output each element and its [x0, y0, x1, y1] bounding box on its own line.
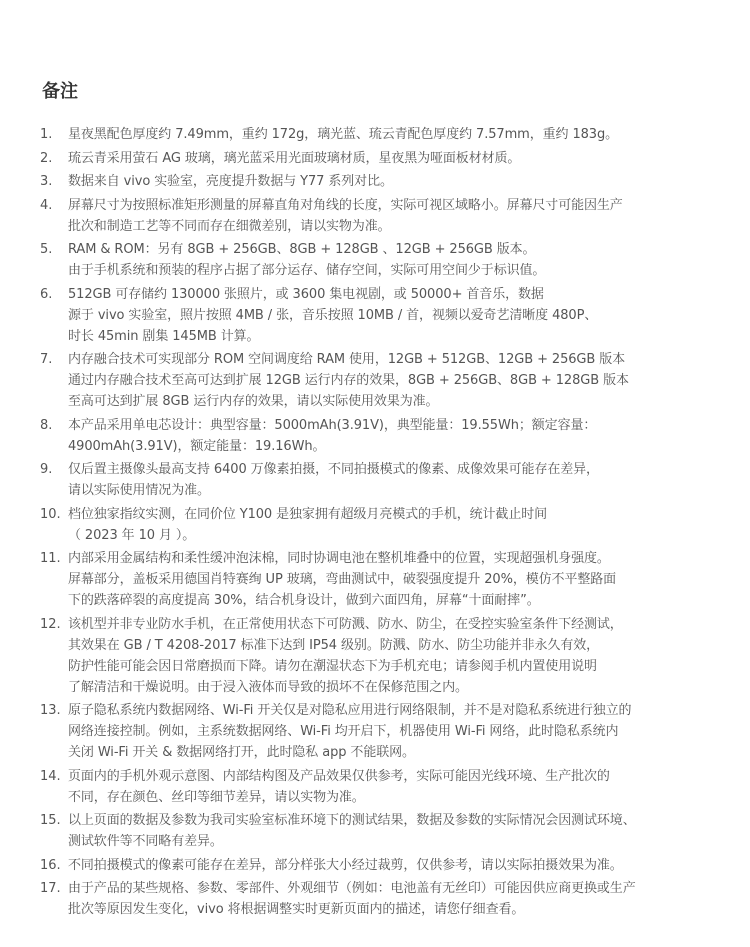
note-number: 9. [40, 462, 53, 477]
note-item [40, 548, 730, 611]
note-text-line: 批次和制造工艺等不同而存在细微差别，请以实物为准。 [68, 218, 391, 234]
note-text-line: 屏幕尺寸为按照标准矩形测量的屏幕直角对角线的长度，实际可视区域略小。屏幕尺寸可能因生产 [68, 197, 623, 213]
note-number: 10. [40, 506, 61, 522]
note-text-line: 防护性能可能会因日常磨损而下降。请勿在潮湿状态下为手机充电；请参阅手机内置使用说明 [68, 658, 597, 674]
note-number: 13. [40, 703, 61, 718]
note-text-line: 512GB 可存储约 130000 张照片，或 3600 集电视剧，或 50000+ 首音乐，数据 [68, 286, 544, 302]
note-text-line: （ 2023 年 10 月 ）。 [68, 527, 196, 543]
page-title: 备注 [42, 81, 78, 102]
note-text-line: 批次等原因发生变化，vivo 将根据调整实时更新页面内的描述，请您仔细查看。 [68, 902, 525, 917]
note-item [40, 124, 730, 145]
note-item [40, 284, 730, 347]
note-text-line: 内存融合技术可实现部分 ROM 空间调度给 RAM 使用，12GB + 512GB、12GB + 256GB 版本 [68, 352, 626, 367]
note-text-line: 屏幕部分，盖板采用德国肖特赛绚 UP 玻璃，弯曲测试中，破裂强度提升 20%，模仿不平整路面 [68, 572, 617, 587]
note-text-line: 测试软件等不同略有差异。 [68, 834, 223, 849]
note-text-line: 由于手机系统和预装的程序占据了部分运存、储存空间，实际可用空间少于标识值。 [68, 263, 546, 278]
note-item [40, 415, 730, 457]
note-number: 16. [40, 857, 61, 873]
note-item [40, 766, 730, 808]
note-number: 15. [40, 813, 61, 828]
note-text-line: 请以实际使用情况为准。 [68, 483, 210, 498]
note-text-line: 至高可达到扩展 8GB 运行内存的效果，请以实际使用效果为准。 [68, 394, 439, 409]
note-number: 6. [40, 286, 53, 302]
note-item [40, 878, 730, 920]
note-text-line: 通过内存融合技术至高可达到扩展 12GB 运行内存的效果，8GB + 256GB、8GB + 128GB 版本 [68, 373, 629, 388]
note-number: 2. [40, 150, 53, 166]
note-number: 17. [40, 881, 61, 896]
note-number: 11. [40, 551, 61, 566]
note-text-line: 仅后置主摄像头最高支持 6400 万像素拍摄，不同拍摄模式的像素、成像效果可能存在差异， [68, 462, 599, 477]
note-text-line: 数据来自 vivo 实验室，亮度提升数据与 Y77 系列对比。 [68, 174, 393, 189]
note-text-line: 原子隐私系统内数据网络、Wi-Fi 开关仅是对隐私应用进行网络限制，并不是对隐私系统进行独立的 [68, 703, 632, 718]
note-item [40, 700, 730, 763]
note-text-line: 4900mAh(3.91V)，额定能量：19.16Wh。 [68, 438, 326, 454]
note-item [40, 239, 730, 281]
note-text-line: 星夜黑配色厚度约 7.49mm，重约 172g，璃光蓝、琉云青配色厚度约 7.57mm，重约 183g。 [68, 127, 619, 142]
note-item [40, 504, 730, 546]
note-text-line: 琉云青采用萤石 AG 玻璃，璃光蓝采用光面玻璃材质，星夜黑为哑面板材材质。 [68, 150, 521, 166]
note-text-line: 了解清洁和干燥说明。由于浸入液体而导致的损坏不在保修范围之内。 [68, 679, 468, 695]
note-text-line: 下的跌落碎裂的高度提高 30%，结合机身设计，做到六面四角，屏幕“十面耐摔”。 [68, 593, 540, 608]
note-number: 14. [40, 768, 61, 784]
note-number: 8. [40, 417, 53, 433]
note-number: 1. [40, 127, 53, 142]
note-text-line: 不同拍摄模式的像素可能存在差异，部分样张大小经过裁剪，仅供参考，请以实际拍摄效果为准。 [68, 857, 623, 873]
note-number: 4. [40, 197, 53, 213]
note-number: 12. [40, 616, 61, 632]
note-item [40, 171, 730, 192]
note-text-line: 以上页面的数据及参数为我司实验室标准环境下的测试结果，数据及参数的实际情况会因测试环境、 [68, 813, 636, 828]
note-text-line: 该机型并非专业防水手机，在正常使用状态下可防溅、防水、防尘，在受控实验室条件下经测试， [68, 616, 623, 632]
note-item [40, 148, 730, 169]
note-text-line: 本产品采用单电芯设计：典型容量：5000mAh(3.91V)，典型能量：19.55Wh；额定容量： [68, 417, 597, 433]
note-text-line: 档位独家指纹实测，在同价位 Y100 是独家拥有超级月亮模式的手机，统计截止时间 [68, 506, 548, 522]
note-text-line: 页面内的手机外观示意图、内部结构图及产品效果仅供参考，实际可能因光线环境、生产批次的 [68, 768, 610, 784]
notes-list [40, 124, 730, 920]
note-item [40, 459, 730, 501]
note-text-line: 由于产品的某些规格、参数、零部件、外观细节（例如：电池盖有无丝印）可能因供应商更换或生产 [68, 881, 636, 896]
note-item [40, 195, 730, 237]
note-text-line: 时长 45min 剧集 145MB 计算。 [68, 328, 260, 344]
note-text-line: 不同，存在颜色、丝印等细节差异，请以实物为准。 [68, 789, 365, 805]
note-item [40, 810, 730, 852]
note-text-line: 网络连接控制。例如，主系统数据网络、Wi-Fi 均开启下，机器使用 Wi-Fi 网络，此时隐私系统内 [68, 724, 619, 739]
note-text-line: 关闭 Wi-Fi 开关 & 数据网络打开，此时隐私 app 不能联网。 [68, 745, 415, 760]
note-item [40, 855, 730, 876]
note-item [40, 614, 730, 698]
note-number: 3. [40, 174, 53, 189]
note-number: 7. [40, 352, 53, 367]
note-text-line: 内部采用金属结构和柔性缓冲泡沫棉，同时协调电池在整机堆叠中的位置，实现超强机身强度。 [68, 551, 610, 566]
note-text-line: RAM & ROM：另有 8GB + 256GB、8GB + 128GB 、12GB + 256GB 版本。 [68, 242, 536, 257]
note-text-line: 源于 vivo 实验室，照片按照 4MB / 张，音乐按照 10MB / 首，视频以爱奇艺清晰度 480P、 [68, 307, 598, 323]
note-text-line: 其效果在 GB / T 4208-2017 标准下达到 IP54 级别。防溅、防水、防尘功能并非永久有效， [68, 637, 600, 653]
note-number: 5. [40, 242, 53, 257]
note-item [40, 349, 730, 412]
